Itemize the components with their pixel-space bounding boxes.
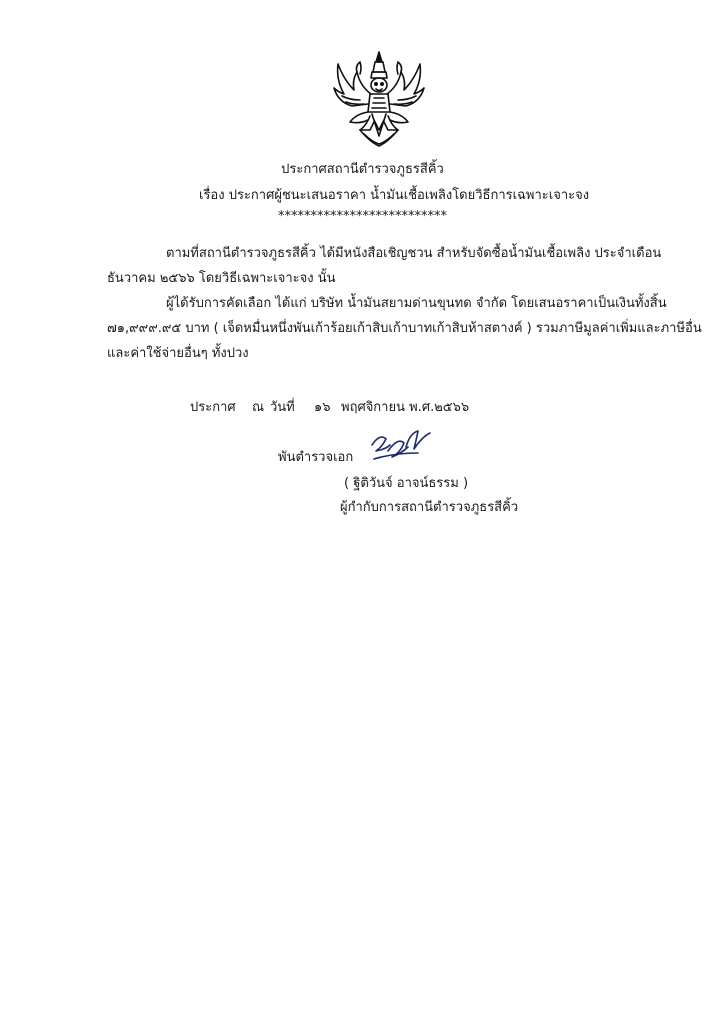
document-subject: เรื่อง ประกาศผู้ชนะเสนอราคา น้ำมันเชื้อเพลิงโดยวิธีการเฉพาะเจาะจง (199, 188, 590, 203)
announce-day-label: วันที่ (270, 400, 295, 415)
garuda-emblem-icon (330, 50, 428, 150)
signatory-rank: พันตำรวจเอก (278, 450, 354, 465)
paragraph-1-line-1: ตามที่สถานีตำรวจภูธรสีคิ้ว ได้มีหนังสือเชิญชวน สำหรับจัดซื้อน้ำมันเชื้อเพลิง ประจำเดือน (166, 246, 662, 261)
paragraph-1-line-2: ธันวาคม ๒๕๖๖ โดยวิธีเฉพาะเจาะจง นั้น (107, 271, 336, 286)
announce-day: ๑๖ (314, 400, 331, 415)
paragraph-2-line-2: ๗๑,๙๙๙.๙๕ บาท ( เจ็ดหมื่นหนึ่งพันเก้าร้อยเก้าสิบเก้าบาทเก้าสิบห้าสตางค์ ) รวมภาษีมูลค่าเพิ่มและภาษีอื่น (107, 321, 702, 336)
announce-label: ประกาศ (190, 400, 236, 415)
signature-image (368, 423, 436, 467)
title-separator: ************************** (278, 209, 447, 224)
paragraph-2-line-1: ผู้ได้รับการคัดเลือก ได้แก่ บริษัท น้ำมันสยามด่านขุนทด จำกัด โดยเสนอราคาเป็นเงินทั้งสิ้น (166, 296, 667, 311)
signatory-position: ผู้กำกับการสถานีตำรวจภูธรสีคิ้ว (340, 500, 519, 515)
document-title: ประกาศสถานีตำรวจภูธรสีคิ้ว (281, 162, 444, 177)
signatory-name: ( ฐิติวันจ์ อาจน์ธรรม ) (344, 476, 469, 491)
paragraph-2-line-3: และค่าใช้จ่ายอื่นๆ ทั้งปวง (107, 346, 249, 361)
announce-at: ณ (252, 400, 265, 415)
announce-month-year: พฤศจิกายน พ.ศ.๒๕๖๖ (341, 400, 470, 415)
